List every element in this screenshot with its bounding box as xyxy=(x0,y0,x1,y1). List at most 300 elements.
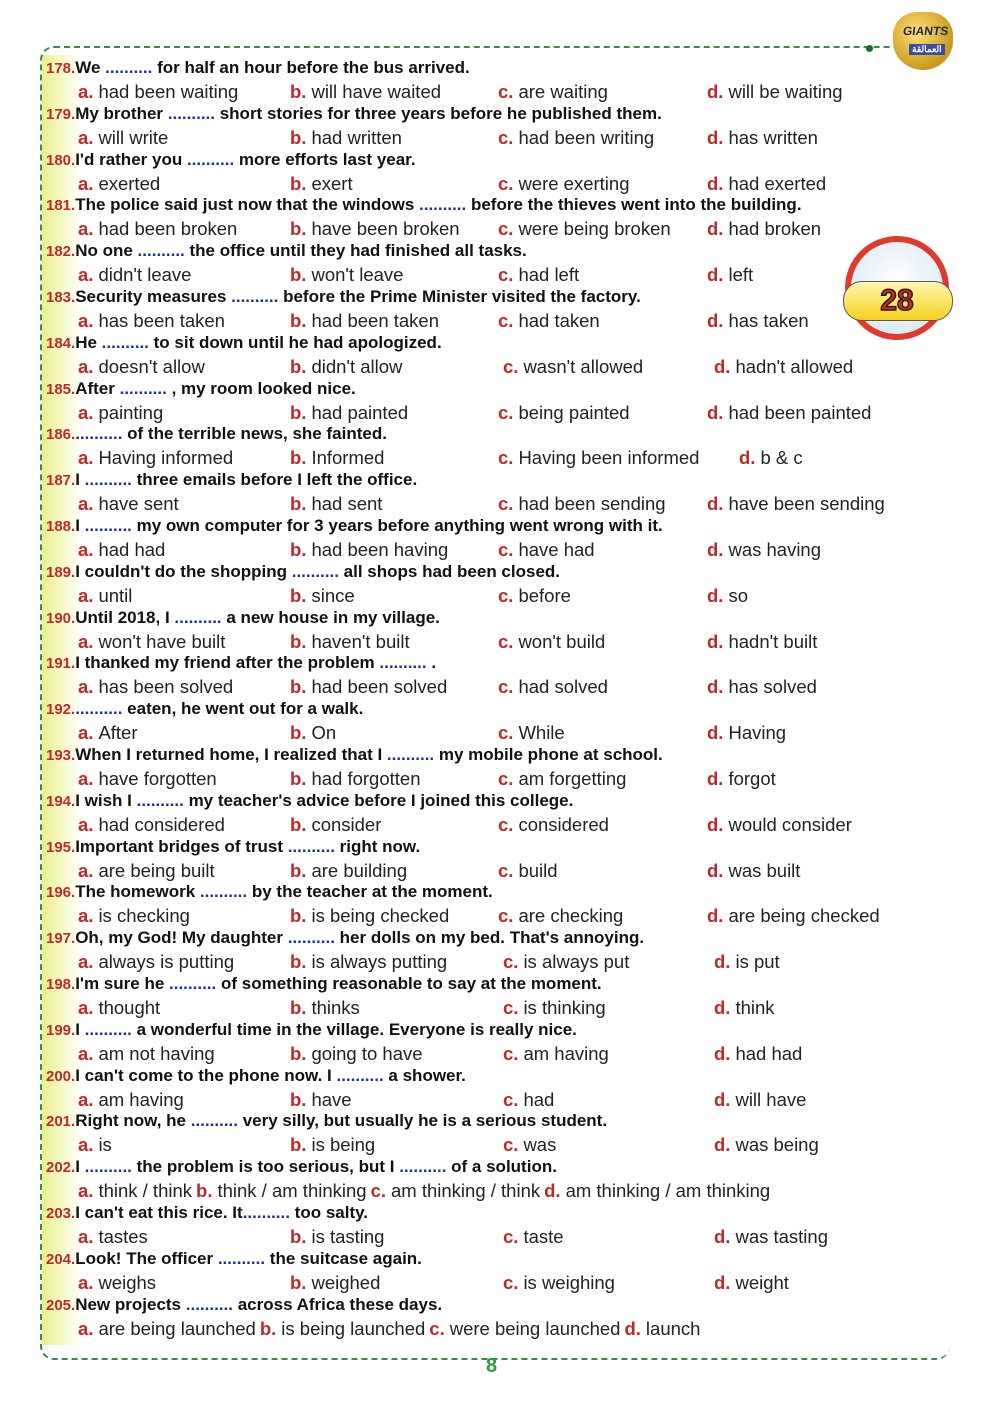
question-item xyxy=(46,1111,926,1157)
option-letter: b. xyxy=(290,493,307,515)
options xyxy=(78,1134,938,1156)
question-number: 200. xyxy=(46,1067,76,1085)
option-c xyxy=(498,81,608,103)
question-number: 199. xyxy=(46,1021,76,1039)
text-segment: before the thieves went into the building. xyxy=(466,195,802,215)
blank: .......... xyxy=(186,149,235,169)
question-item xyxy=(46,470,926,516)
option-letter: b. xyxy=(290,905,307,927)
blank: .......... xyxy=(75,424,123,444)
text-segment: No one xyxy=(75,241,138,261)
option-text: will be waiting xyxy=(728,81,843,102)
options xyxy=(78,768,938,790)
text-segment: of a solution. xyxy=(446,1157,557,1177)
option-b xyxy=(290,81,441,103)
option-letter: b. xyxy=(290,401,307,423)
option-letter: d. xyxy=(707,630,724,652)
option-d xyxy=(544,1180,770,1201)
question-text xyxy=(75,699,363,718)
question-item xyxy=(46,653,926,699)
option-text: is thinking xyxy=(523,996,606,1018)
text-segment: very silly, but usually he is a serious student. xyxy=(237,1111,608,1131)
option-text: thinks xyxy=(311,996,360,1018)
blank: .......... xyxy=(291,561,339,581)
option-c xyxy=(498,127,654,149)
option-letter: c. xyxy=(498,218,514,240)
option-text: had had xyxy=(98,538,166,560)
option-text: am thinking / think xyxy=(391,1180,541,1202)
option-text: was built xyxy=(728,859,801,881)
option-letter: d. xyxy=(707,859,724,881)
question-number: 205. xyxy=(46,1296,76,1314)
question-text xyxy=(75,653,436,672)
option-text: is tasting xyxy=(311,1225,385,1247)
option-b xyxy=(290,1089,352,1111)
blank: .......... xyxy=(167,103,215,123)
option-text: always is putting xyxy=(98,951,235,973)
option-letter: d. xyxy=(714,1134,731,1156)
options xyxy=(78,127,938,149)
option-text: didn't leave xyxy=(98,264,192,286)
option-text: are being launched xyxy=(98,1317,256,1339)
option-c xyxy=(498,402,630,424)
text-segment: Security measures xyxy=(75,286,232,306)
option-b xyxy=(290,1226,384,1248)
options xyxy=(78,1089,938,1111)
question-number: 204. xyxy=(46,1250,76,1268)
option-letter: d. xyxy=(707,905,724,927)
option-letter: b. xyxy=(290,447,307,469)
option-text: consider xyxy=(311,813,382,835)
text-segment: I couldn't do the shopping xyxy=(75,561,292,581)
option-text: had exerted xyxy=(728,172,827,194)
question-text xyxy=(75,470,417,489)
question-line xyxy=(46,516,663,536)
option-b xyxy=(290,951,447,973)
option-letter: c. xyxy=(498,309,514,331)
option-letter: c. xyxy=(498,264,514,286)
option-text: Informed xyxy=(311,447,385,469)
logo-text: GIANTS xyxy=(902,24,950,38)
option-d xyxy=(707,402,871,424)
option-d xyxy=(739,447,803,469)
question-line xyxy=(46,424,387,444)
option-c xyxy=(498,173,630,195)
question-line xyxy=(46,1111,607,1131)
option-letter: b. xyxy=(290,1134,307,1156)
text-segment: of something reasonable to say at the moment. xyxy=(216,973,602,993)
option-text: am thinking / am thinking xyxy=(565,1180,771,1202)
text-segment: three emails before I left the office. xyxy=(131,470,418,490)
question-number: 185. xyxy=(46,380,76,398)
question-line xyxy=(46,608,440,628)
option-text: have sent xyxy=(98,493,179,515)
option-d xyxy=(707,585,748,607)
option-text: exerted xyxy=(98,172,161,194)
option-letter: a. xyxy=(78,722,94,744)
options xyxy=(78,310,938,332)
option-text: is always putting xyxy=(311,951,448,973)
question-number: 190. xyxy=(46,609,76,627)
option-letter: d. xyxy=(714,996,731,1018)
options xyxy=(78,997,938,1019)
question-line xyxy=(46,837,420,857)
option-text: have had xyxy=(518,538,595,560)
options xyxy=(78,722,938,744)
option-letter: a. xyxy=(78,1042,94,1064)
options xyxy=(78,264,938,286)
options xyxy=(78,905,938,927)
option-d xyxy=(714,1043,802,1065)
option-d xyxy=(707,722,786,744)
option-letter: a. xyxy=(78,172,94,194)
text-segment: my mobile phone at school. xyxy=(434,744,663,764)
option-letter: a. xyxy=(78,493,94,515)
option-a xyxy=(78,768,217,790)
option-text: are being checked xyxy=(728,905,880,927)
text-segment: eaten, he went out for a walk. xyxy=(122,699,364,719)
text-segment: the office until they had finished all tasks. xyxy=(184,241,527,261)
option-a xyxy=(78,447,233,469)
text-segment: I can't come to the phone now. I xyxy=(75,1065,337,1085)
text-segment: I xyxy=(75,470,85,490)
option-a xyxy=(78,539,165,561)
question-text xyxy=(75,150,415,169)
text-segment: a shower. xyxy=(383,1065,466,1085)
option-c xyxy=(498,493,666,515)
option-text: would consider xyxy=(728,813,852,835)
option-text: am not having xyxy=(98,1042,215,1064)
option-text: think xyxy=(735,996,775,1018)
option-b xyxy=(290,447,384,469)
question-text xyxy=(75,928,644,947)
question-item xyxy=(46,104,926,150)
option-letter: a. xyxy=(78,676,94,698)
option-text: is weighing xyxy=(523,1271,615,1293)
option-b xyxy=(290,1043,423,1065)
option-d xyxy=(707,218,821,240)
option-letter: d. xyxy=(707,813,724,835)
question-line xyxy=(46,1203,368,1223)
option-text: is checking xyxy=(98,905,190,927)
option-text: is always put xyxy=(523,951,630,973)
option-letter: c. xyxy=(498,722,514,744)
option-d xyxy=(707,676,817,698)
option-b xyxy=(290,585,355,607)
blank: .......... xyxy=(169,973,217,993)
option-text: has been solved xyxy=(98,676,234,698)
option-letter: d. xyxy=(707,126,724,148)
question-item xyxy=(46,882,926,928)
option-c xyxy=(503,1134,556,1156)
text-segment: I'm sure he xyxy=(75,973,170,993)
option-letter: b. xyxy=(290,859,307,881)
option-d xyxy=(707,631,817,653)
option-text: was xyxy=(523,1134,557,1156)
question-line xyxy=(46,562,560,582)
blank: .......... xyxy=(84,470,132,490)
option-a xyxy=(78,905,190,927)
text-segment: my own computer for 3 years before anything went wrong with it. xyxy=(131,515,663,535)
text-segment: I xyxy=(75,1157,85,1177)
option-b xyxy=(290,493,382,515)
option-a xyxy=(78,860,215,882)
question-number: 189. xyxy=(46,563,76,581)
options xyxy=(78,1318,938,1340)
option-b xyxy=(290,539,448,561)
badge-number: 28 xyxy=(880,284,914,317)
question-line xyxy=(46,333,442,353)
text-segment: After xyxy=(75,378,120,398)
question-number: 187. xyxy=(46,472,76,490)
option-text: are checking xyxy=(518,905,624,927)
option-letter: d. xyxy=(707,218,724,240)
option-text: had been broken xyxy=(98,218,238,240)
question-item xyxy=(46,1020,926,1066)
option-text: is being checked xyxy=(311,905,450,927)
option-text: painting xyxy=(98,401,164,423)
question-number: 183. xyxy=(46,288,76,306)
option-d xyxy=(707,493,885,515)
option-text: has been taken xyxy=(98,309,225,331)
text-segment: a wonderful time in the village. Everyone is really nice. xyxy=(131,1019,577,1039)
option-d xyxy=(714,951,780,973)
option-text: left xyxy=(728,264,754,286)
option-letter: c. xyxy=(503,1271,519,1293)
option-letter: c. xyxy=(429,1317,445,1339)
text-segment: I xyxy=(75,515,85,535)
option-letter: b. xyxy=(290,630,307,652)
question-text xyxy=(75,562,560,581)
option-letter: d. xyxy=(707,264,724,286)
question-text xyxy=(75,608,440,627)
option-letter: c. xyxy=(498,584,514,606)
text-segment: Important bridges of trust xyxy=(75,836,288,856)
question-number: 188. xyxy=(46,517,76,535)
option-letter: b. xyxy=(290,767,307,789)
blank: .......... xyxy=(174,607,222,627)
option-a xyxy=(78,676,233,698)
option-c xyxy=(503,1043,609,1065)
option-letter: b. xyxy=(290,309,307,331)
option-letter: d. xyxy=(714,355,731,377)
question-line xyxy=(46,974,602,994)
option-text: hadn't built xyxy=(728,630,818,652)
option-letter: b. xyxy=(290,676,307,698)
option-letter: a. xyxy=(78,309,94,331)
question-text xyxy=(75,241,527,260)
option-text: doesn't allow xyxy=(98,355,205,377)
option-b xyxy=(290,722,336,744)
question-text xyxy=(75,379,356,398)
option-letter: a. xyxy=(78,813,94,835)
option-text: considered xyxy=(518,813,609,835)
text-segment: across Africa these days. xyxy=(232,1294,443,1314)
text-segment: the suitcase again. xyxy=(265,1248,422,1268)
text-segment: to sit down until he had apologized. xyxy=(148,332,442,352)
option-c xyxy=(498,310,600,332)
option-d xyxy=(707,905,880,927)
option-text: has solved xyxy=(728,676,817,698)
option-letter: a. xyxy=(78,355,94,377)
option-letter: b. xyxy=(290,1088,307,1110)
option-letter: d. xyxy=(707,538,724,560)
option-letter: d. xyxy=(624,1317,641,1339)
question-text xyxy=(75,195,801,214)
option-d xyxy=(624,1318,700,1339)
option-letter: c. xyxy=(498,813,514,835)
option-d xyxy=(714,1089,806,1111)
question-line xyxy=(46,1020,577,1040)
option-text: has written xyxy=(728,126,818,148)
question-text xyxy=(75,104,662,123)
option-a xyxy=(78,722,138,744)
question-text xyxy=(75,287,641,306)
text-segment: , my room looked nice. xyxy=(166,378,356,398)
option-text: won't leave xyxy=(311,264,404,286)
question-number: 180. xyxy=(46,151,76,169)
question-text xyxy=(75,745,663,764)
option-letter: a. xyxy=(78,447,94,469)
option-d xyxy=(714,1272,789,1294)
option-letter: c. xyxy=(498,493,514,515)
question-line xyxy=(46,287,641,307)
option-b xyxy=(290,631,410,653)
option-letter: a. xyxy=(78,630,94,652)
blank: .......... xyxy=(84,1019,132,1039)
question-text xyxy=(75,882,493,901)
option-text: had painted xyxy=(311,401,409,423)
option-text: forgot xyxy=(728,767,776,789)
option-a xyxy=(78,1134,112,1156)
option-text: have been broken xyxy=(311,218,460,240)
option-c xyxy=(503,951,629,973)
option-text: had left xyxy=(518,264,580,286)
option-a xyxy=(78,356,205,378)
option-a xyxy=(78,585,132,607)
option-text: until xyxy=(98,584,133,606)
text-segment: Look! The officer xyxy=(75,1248,218,1268)
question-line xyxy=(46,1249,422,1269)
text-segment: all shops had been closed. xyxy=(338,561,561,581)
question-item xyxy=(46,241,926,287)
options xyxy=(78,218,938,240)
options xyxy=(78,1180,938,1202)
option-text: had been solved xyxy=(311,676,448,698)
option-text: was being xyxy=(735,1134,819,1156)
option-letter: a. xyxy=(78,905,94,927)
blank: .......... xyxy=(379,653,427,673)
option-letter: d. xyxy=(707,401,724,423)
question-number: 186. xyxy=(46,426,76,444)
option-c xyxy=(503,1089,554,1111)
option-c xyxy=(498,631,605,653)
option-text: think / am thinking xyxy=(217,1180,367,1202)
option-letter: b. xyxy=(290,996,307,1018)
option-text: are being built xyxy=(98,859,215,881)
question-line xyxy=(46,379,356,399)
blank: .......... xyxy=(136,790,184,810)
option-letter: b. xyxy=(290,264,307,286)
option-c xyxy=(498,860,558,882)
options xyxy=(78,631,938,653)
page-number: 8 xyxy=(486,1355,498,1377)
option-text: will write xyxy=(98,126,169,148)
text-segment: We xyxy=(75,58,106,77)
option-letter: a. xyxy=(78,996,94,1018)
blank: .......... xyxy=(199,882,248,902)
text-segment: He xyxy=(75,332,102,352)
option-a xyxy=(78,1272,156,1294)
option-text: On xyxy=(311,722,337,744)
options xyxy=(78,676,938,698)
option-letter: a. xyxy=(78,264,94,286)
option-c xyxy=(498,539,595,561)
question-item xyxy=(46,974,926,1020)
blank: .......... xyxy=(386,744,435,764)
option-text: had sent xyxy=(311,493,383,515)
option-letter: c. xyxy=(498,630,514,652)
option-d xyxy=(714,997,775,1019)
question-item xyxy=(46,745,926,791)
option-d xyxy=(707,539,821,561)
option-text: tastes xyxy=(98,1225,148,1247)
option-text: launch xyxy=(645,1317,701,1339)
option-a xyxy=(78,310,225,332)
question-number: 193. xyxy=(46,746,76,764)
option-text: am forgetting xyxy=(518,767,627,789)
text-segment: New projects xyxy=(75,1294,186,1314)
logo-arabic: العمالقة xyxy=(909,44,945,55)
option-letter: c. xyxy=(498,447,514,469)
options xyxy=(78,447,938,469)
option-text: had been painted xyxy=(728,401,872,423)
option-text: are building xyxy=(311,859,408,881)
option-letter: b. xyxy=(290,1225,307,1247)
option-c xyxy=(498,585,571,607)
options xyxy=(78,356,938,378)
question-item xyxy=(46,791,926,837)
question-item xyxy=(46,1295,926,1341)
option-letter: d. xyxy=(707,584,724,606)
options xyxy=(78,539,938,561)
question-number: 198. xyxy=(46,975,76,993)
question-line xyxy=(46,1066,466,1086)
question-number: 181. xyxy=(46,197,76,215)
option-text: before xyxy=(518,584,571,606)
option-b xyxy=(290,768,420,790)
question-line xyxy=(46,241,527,261)
text-segment: I'd rather you xyxy=(75,149,187,169)
blank: .......... xyxy=(101,332,149,352)
text-segment: I thanked my friend after the problem xyxy=(75,653,380,673)
option-letter: a. xyxy=(78,1088,94,1110)
option-text: was having xyxy=(728,538,822,560)
options xyxy=(78,173,938,195)
question-item xyxy=(46,424,926,470)
question-number: 194. xyxy=(46,792,76,810)
option-letter: c. xyxy=(498,905,514,927)
question-item xyxy=(46,837,926,883)
option-letter: d. xyxy=(714,1042,731,1064)
option-c xyxy=(498,264,579,286)
option-b xyxy=(290,356,402,378)
option-c xyxy=(503,356,643,378)
option-text: hadn't allowed xyxy=(735,355,854,377)
question-item xyxy=(46,699,926,745)
question-number: 192. xyxy=(46,701,76,719)
option-text: had broken xyxy=(728,218,822,240)
